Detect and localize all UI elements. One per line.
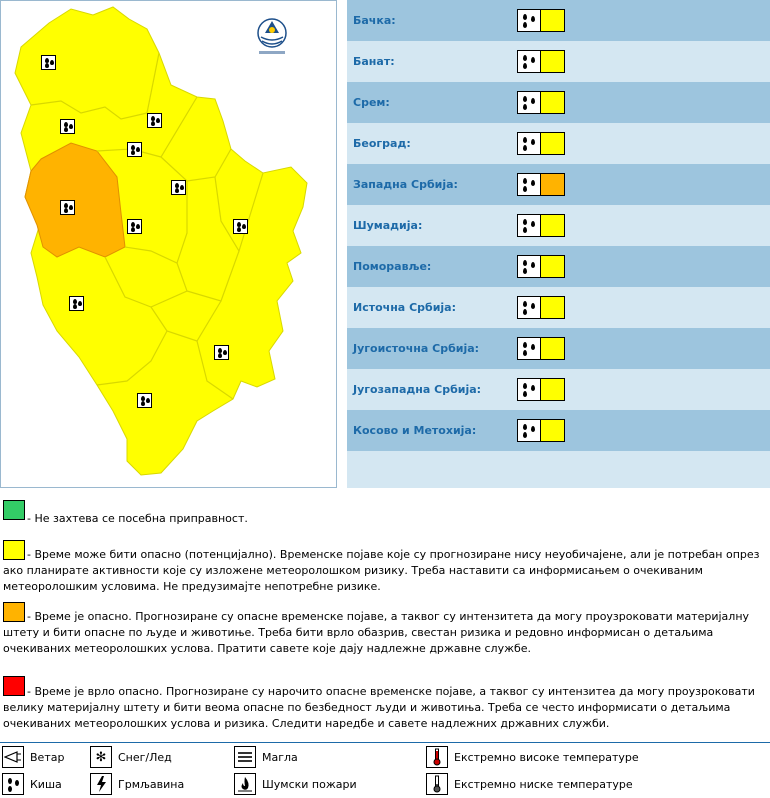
region-warning-indicator xyxy=(517,419,565,442)
region-name: Западна Србија: xyxy=(353,178,458,191)
warning-level-swatch xyxy=(541,173,565,196)
legend-text-red: - Време је врло опасно. Прогнозиране су нарочито опасне временске појаве, а таквог су интензитеа да могу проузроковати велику материјалну штету и бити веома опасне по безбедност људи и животиња. Треба се често информисати о детаљима очекиваних метеоролошких услова и ризика. Следити наредбе и савете надлежних државних служби. xyxy=(3,685,755,730)
legend-text-green: - Не захтева се посебна приправност. xyxy=(27,512,248,525)
phenomenon-forest-fire xyxy=(234,772,357,796)
phenomenon-rain xyxy=(2,772,62,796)
phenomenon-label: Снег/Лед xyxy=(118,750,172,764)
serbia-map xyxy=(1,1,338,489)
region-row xyxy=(347,328,770,369)
phenomenon-extreme-high-temp xyxy=(426,745,639,769)
phenomenon-thunder xyxy=(90,772,184,796)
warning-level-swatch xyxy=(541,91,565,114)
rain-icon xyxy=(517,296,541,319)
warning-level-swatch xyxy=(541,378,565,401)
region-name: Банат: xyxy=(353,55,395,68)
fog-icon xyxy=(234,746,256,768)
thunder-icon xyxy=(90,773,112,795)
rain-icon xyxy=(517,419,541,442)
rain-icon xyxy=(517,132,541,155)
region-warning-indicator xyxy=(517,50,565,73)
rain-icon xyxy=(2,773,24,795)
rain-icon xyxy=(517,9,541,32)
region-name: Срем: xyxy=(353,96,390,109)
region-name: Косово и Метохија: xyxy=(353,424,477,437)
rhmz-serbia-logo-icon xyxy=(249,13,295,59)
phenomenon-label: Магла xyxy=(262,750,298,764)
rain-icon xyxy=(517,255,541,278)
warning-map xyxy=(0,0,337,488)
region-row xyxy=(347,164,770,205)
rain-icon xyxy=(517,50,541,73)
phenomenon-fog xyxy=(234,745,298,769)
region-list-filler xyxy=(347,451,770,488)
region-name: Југозападна Србија: xyxy=(353,383,482,396)
phenomena-legend xyxy=(0,742,770,798)
rain-icon xyxy=(214,345,229,360)
wind-icon xyxy=(2,746,24,768)
rain-icon xyxy=(233,219,248,234)
phenomenon-snow-ice xyxy=(90,745,172,769)
snow-ice-icon: ✻ xyxy=(90,746,112,768)
warning-level-swatch xyxy=(541,132,565,155)
region-warning-indicator xyxy=(517,378,565,401)
warning-level-swatch xyxy=(541,255,565,278)
rain-icon xyxy=(147,113,162,128)
phenomenon-label: Ветар xyxy=(30,750,65,764)
region-row xyxy=(347,410,770,451)
region-row xyxy=(347,0,770,41)
region-name: Београд: xyxy=(353,137,411,150)
rain-icon xyxy=(171,180,186,195)
region-warning-indicator xyxy=(517,337,565,360)
rain-icon xyxy=(41,55,56,70)
region-row xyxy=(347,246,770,287)
region-name: Поморавље: xyxy=(353,260,432,273)
thermometer-low-icon xyxy=(426,773,448,795)
rain-icon xyxy=(60,200,75,215)
region-name: Бачка: xyxy=(353,14,396,27)
rain-icon xyxy=(60,119,75,134)
region-warning-indicator xyxy=(517,132,565,155)
region-row xyxy=(347,205,770,246)
thermometer-high-icon xyxy=(426,746,448,768)
rain-icon xyxy=(69,296,84,311)
region-warning-indicator xyxy=(517,91,565,114)
region-row xyxy=(347,41,770,82)
phenomenon-label: Екстремно ниске температуре xyxy=(454,777,633,791)
rain-icon xyxy=(517,378,541,401)
region-row xyxy=(347,287,770,328)
warning-level-swatch xyxy=(541,50,565,73)
warning-level-swatch xyxy=(541,9,565,32)
region-warning-list xyxy=(347,0,770,488)
warning-level-swatch xyxy=(541,337,565,360)
forest-fire-icon xyxy=(234,773,256,795)
region-name: Југоисточна Србија: xyxy=(353,342,480,355)
legend-text-orange: - Време је опасно. Прогнозиране су опасне временске појаве, а таквог су интензитета да могу проузроковати материјалну штету и бити опасне по људе и животиње. Треба бити врло обазрив, свестан ризика и редовно информисан о детаљима очекиваних метеоролошких услова. Пратити савете које дају надлежне државне службе. xyxy=(3,610,750,655)
rain-icon xyxy=(517,173,541,196)
region-warning-indicator xyxy=(517,9,565,32)
phenomenon-label: Грмљавина xyxy=(118,777,185,791)
region-name: Источна Србија: xyxy=(353,301,456,314)
region-name: Шумадија: xyxy=(353,219,423,232)
legend-text-yellow: - Време може бити опасно (потенцијално). Временске појаве које су прогнозиране нису неуобичајене, али је потребан опрез ако планирате активности које су изложене метеоролошком ризику. Треба наставити са информисањем о очекиваним метеоролошким условима. Не предузимајте непотребне ризике. xyxy=(3,548,760,593)
region-row xyxy=(347,82,770,123)
region-warning-indicator xyxy=(517,255,565,278)
region-warning-indicator xyxy=(517,173,565,196)
phenomenon-label: Киша xyxy=(30,777,62,791)
warning-level-swatch xyxy=(541,419,565,442)
rain-icon xyxy=(517,337,541,360)
phenomenon-label: Екстремно високе температуре xyxy=(454,750,639,764)
phenomenon-extreme-low-temp xyxy=(426,772,633,796)
region-row xyxy=(347,123,770,164)
phenomenon-label: Шумски пожари xyxy=(262,777,357,791)
warning-level-swatch xyxy=(541,214,565,237)
phenomenon-wind xyxy=(2,745,64,769)
rain-icon xyxy=(127,219,142,234)
rain-icon xyxy=(137,393,152,408)
region-warning-indicator xyxy=(517,296,565,319)
rain-icon xyxy=(127,142,142,157)
rain-icon xyxy=(517,91,541,114)
warning-level-swatch xyxy=(541,296,565,319)
region-warning-indicator xyxy=(517,214,565,237)
rain-icon xyxy=(517,214,541,237)
region-row xyxy=(347,369,770,410)
